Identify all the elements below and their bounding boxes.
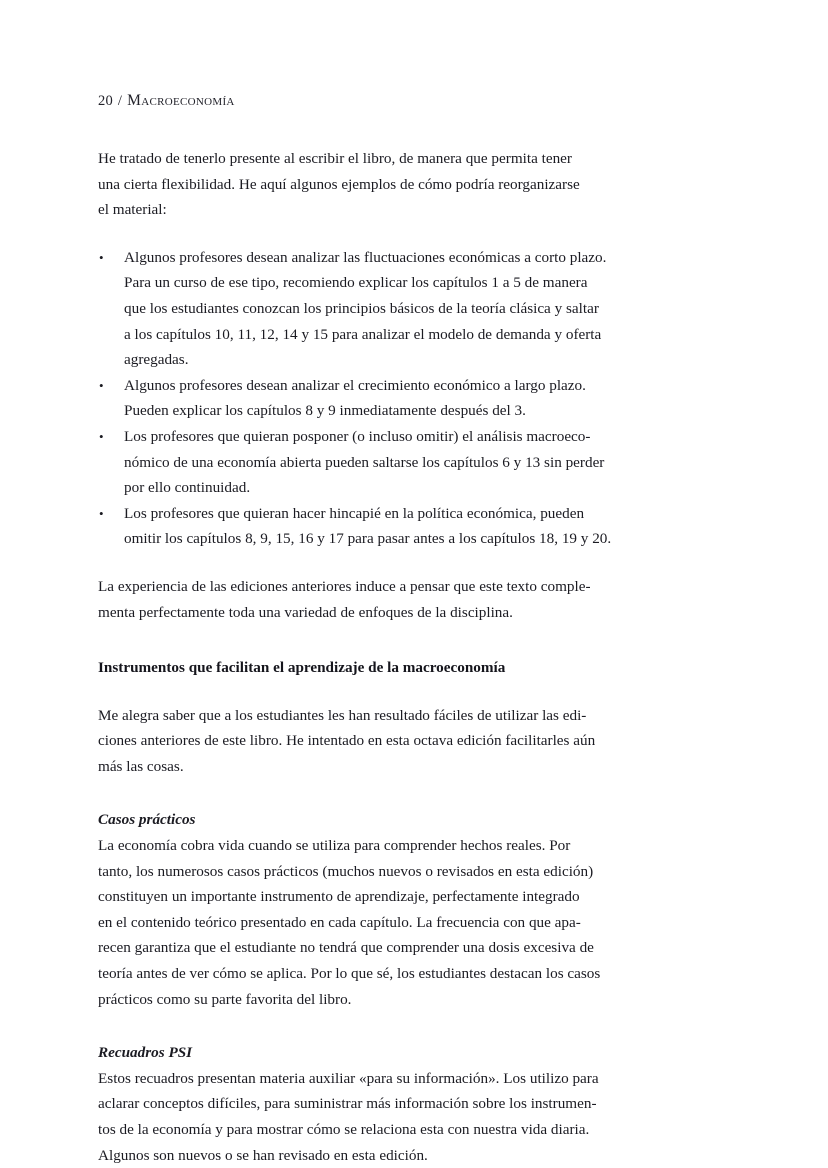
list-item bbox=[98, 424, 734, 501]
text-line: a los capítulos 10, 11, 12, 14 y 15 para analizar el modelo de demanda y oferta bbox=[124, 325, 602, 343]
text-line: Algunos son nuevos o se han revisado en esta edición. bbox=[98, 1146, 428, 1164]
list-item bbox=[98, 501, 734, 552]
text-line: Para un curso de ese tipo, recomiendo explicar los capítulos 1 a 5 de manera bbox=[124, 274, 588, 292]
text-line: prácticos como su parte favorita del libro. bbox=[98, 990, 352, 1008]
text-line: tos de la economía y para mostrar cómo se relaciona esta con nuestra vida diaria. bbox=[98, 1121, 590, 1138]
text-line: teoría antes de ver cómo se aplica. Por lo que sé, los estudiantes destacan los casos bbox=[98, 965, 601, 983]
text-line: Pueden explicar los capítulos 8 y 9 inmediatamente después del 3. bbox=[124, 402, 526, 420]
text-line: en el contenido teórico presentado en cada capítulo. La frecuencia con que apa- bbox=[98, 913, 581, 931]
page-number: 20 bbox=[98, 93, 113, 109]
subsection-body-recuadros-psi bbox=[98, 1066, 734, 1168]
text-line: Estos recuadros presentan materia auxiliar «para su información». Los utilizo para bbox=[98, 1069, 599, 1087]
subsection-heading-casos-practicos: Casos prácticos bbox=[98, 811, 196, 829]
text-line: Los profesores que quieran hacer hincapié en la política económica, pueden bbox=[124, 504, 585, 522]
bullet-icon: • bbox=[99, 249, 104, 265]
book-title: Macroeconomía bbox=[127, 92, 235, 109]
text-line: que los estudiantes conozcan los principios básicos de la teoría clásica y saltar bbox=[124, 299, 599, 317]
text-line: Los profesores que quieran posponer (o incluso omitir) el análisis macroeco- bbox=[124, 427, 591, 445]
running-head-separator: / bbox=[117, 93, 123, 109]
list-item bbox=[98, 245, 734, 373]
intro-paragraph bbox=[98, 146, 734, 223]
text-line: ciones anteriores de este libro. He intentado en esta octava edición facilitarles aún bbox=[98, 732, 596, 750]
text-line: Algunos profesores desean analizar el crecimiento económico a largo plazo. bbox=[124, 376, 586, 394]
bullet-icon: • bbox=[99, 377, 104, 393]
bullet-icon: • bbox=[99, 505, 104, 521]
text-line: constituyen un importante instrumento de aprendizaje, perfectamente integrado bbox=[98, 888, 580, 906]
closing-paragraph bbox=[98, 574, 734, 625]
text-line: una cierta flexibilidad. He aquí algunos ejemplos de cómo podría reorganizarse bbox=[98, 175, 580, 193]
bullet-icon: • bbox=[99, 428, 104, 444]
text-line: La experiencia de las ediciones anteriores induce a pensar que este texto comple- bbox=[98, 577, 591, 595]
text-line: el material: bbox=[98, 201, 167, 219]
text-line: La economía cobra vida cuando se utiliza para comprender hechos reales. Por bbox=[98, 837, 571, 855]
text-line: Me alegra saber que a los estudiantes les han resultado fáciles de utilizar las edi- bbox=[98, 706, 587, 724]
text-line: recen garantiza que el estudiante no tendrá que comprender una dosis excesiva de bbox=[98, 939, 594, 957]
text-line: agregadas. bbox=[124, 351, 189, 369]
text-line: por ello continuidad. bbox=[124, 479, 251, 497]
reorganization-bullet-list bbox=[98, 245, 734, 552]
text-line: más las cosas. bbox=[98, 757, 184, 775]
page-content bbox=[98, 92, 734, 1168]
list-item bbox=[98, 373, 734, 424]
running-head bbox=[98, 92, 734, 110]
text-line: aclarar conceptos difíciles, para suministrar más información sobre los instrumen- bbox=[98, 1095, 597, 1113]
text-line: tanto, los numerosos casos prácticos (muchos nuevos o revisados en esta edición) bbox=[98, 862, 594, 880]
text-line: Algunos profesores desean analizar las fluctuaciones económicas a corto plazo. bbox=[124, 248, 607, 266]
section-intro-paragraph bbox=[98, 703, 734, 780]
subsection-heading-recuadros-psi: Recuadros PSI bbox=[98, 1044, 193, 1062]
text-line: He tratado de tenerlo presente al escribir el libro, de manera que permita tener bbox=[98, 150, 572, 167]
text-line: menta perfectamente toda una variedad de enfoques de la disciplina. bbox=[98, 603, 513, 621]
text-line: omitir los capítulos 8, 9, 15, 16 y 17 para pasar antes a los capítulos 18, 19 y 20. bbox=[124, 530, 612, 548]
section-heading: Instrumentos que facilitan el aprendizaje de la macroeconomía bbox=[98, 659, 506, 677]
subsection-body-casos-practicos bbox=[98, 833, 734, 1012]
text-line: nómico de una economía abierta pueden saltarse los capítulos 6 y 13 sin perder bbox=[124, 453, 605, 471]
